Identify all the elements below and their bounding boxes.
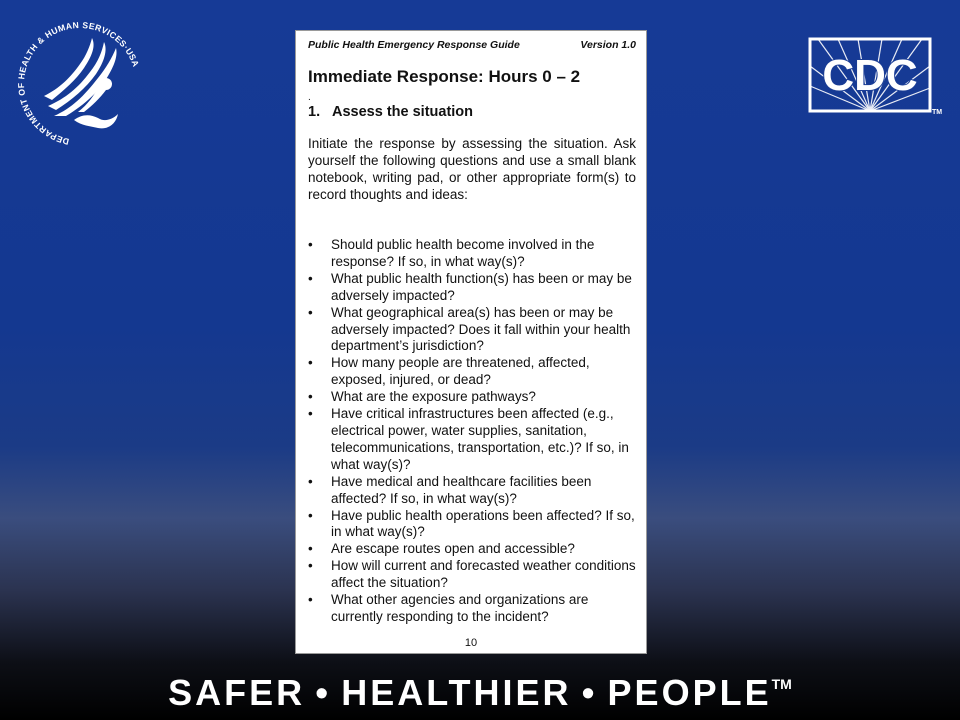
section-number: 1. xyxy=(308,104,321,120)
question-text: Have public health operations been affected? If so, in what way(s)? xyxy=(331,507,635,540)
question-text: Have critical infrastructures been affected (e.g., electrical power, water supplies, sanitation, telecommunications, transportation, etc.)? If so, in what way(s)? xyxy=(331,406,629,472)
bullet: • xyxy=(308,558,313,574)
stray-mark: . xyxy=(308,92,311,103)
bullet: • xyxy=(308,389,313,405)
question-text: What geographical area(s) has been or may be adversely impacted? Does it fall within your health department’s jurisdiction? xyxy=(331,304,631,354)
list-item xyxy=(308,508,636,542)
list-item xyxy=(308,271,636,305)
svg-text:CDC: CDC xyxy=(822,51,918,100)
list-item xyxy=(308,592,636,626)
list-item xyxy=(308,474,636,508)
bullet: • xyxy=(308,237,313,252)
svg-text:DEPARTMENT OF HEALTH & HUMAN S: DEPARTMENT OF HEALTH & HUMAN SERVICES·USA xyxy=(16,19,142,147)
hhs-logo xyxy=(14,18,146,150)
bullet: • xyxy=(308,473,313,489)
list-item xyxy=(308,558,636,592)
list-item xyxy=(308,389,636,406)
question-text: What public health function(s) has been or may be adversely impacted? xyxy=(331,270,632,303)
bullet: • xyxy=(308,592,313,608)
question-text: How will current and forecasted weather conditions affect the situation? xyxy=(331,558,636,591)
question-text: What are the exposure pathways? xyxy=(331,389,536,405)
list-item xyxy=(308,355,636,389)
document-page xyxy=(295,30,647,654)
document-header-title: Public Health Emergency Response Guide xyxy=(308,39,520,51)
question-text: How many people are threatened, affected, exposed, injured, or dead? xyxy=(331,355,590,388)
intro-paragraph: Initiate the response by assessing the situation. Ask yourself the following questions and use a small blank notebook, writing pad, or other appropriate form(s) to record thoughts and ideas: xyxy=(308,136,636,202)
question-text: Have medical and healthcare facilities been affected? If so, in what way(s)? xyxy=(331,473,592,506)
document-header xyxy=(308,39,636,51)
bullet: • xyxy=(308,507,313,523)
list-item xyxy=(308,406,636,474)
tagline-text: SAFER • HEALTHIER • PEOPLE xyxy=(168,672,772,713)
tagline xyxy=(0,672,960,714)
question-text: What other agencies and organizations are currently responding to the incident? xyxy=(331,592,589,624)
list-item xyxy=(308,541,636,558)
document-version: Version 1.0 xyxy=(580,39,636,51)
document-title: Immediate Response: Hours 0 – 2 xyxy=(308,67,581,86)
list-item xyxy=(308,305,636,356)
question-text: Are escape routes open and accessible? xyxy=(331,541,575,557)
trademark-mark: TM xyxy=(771,676,792,692)
section-heading xyxy=(308,104,473,120)
section-title: Assess the situation xyxy=(332,104,474,120)
question-list xyxy=(308,237,636,626)
list-item xyxy=(308,237,636,271)
bullet: • xyxy=(308,355,313,371)
bullet: • xyxy=(308,270,313,286)
bullet: • xyxy=(308,541,313,557)
cdc-logo xyxy=(808,36,946,118)
page-number: 10 xyxy=(464,637,478,649)
bullet: • xyxy=(308,406,313,422)
question-text: Should public health become involved in the response? If so, in what way(s)? xyxy=(331,237,595,269)
bullet: • xyxy=(308,304,313,320)
svg-text:TM: TM xyxy=(932,109,943,116)
